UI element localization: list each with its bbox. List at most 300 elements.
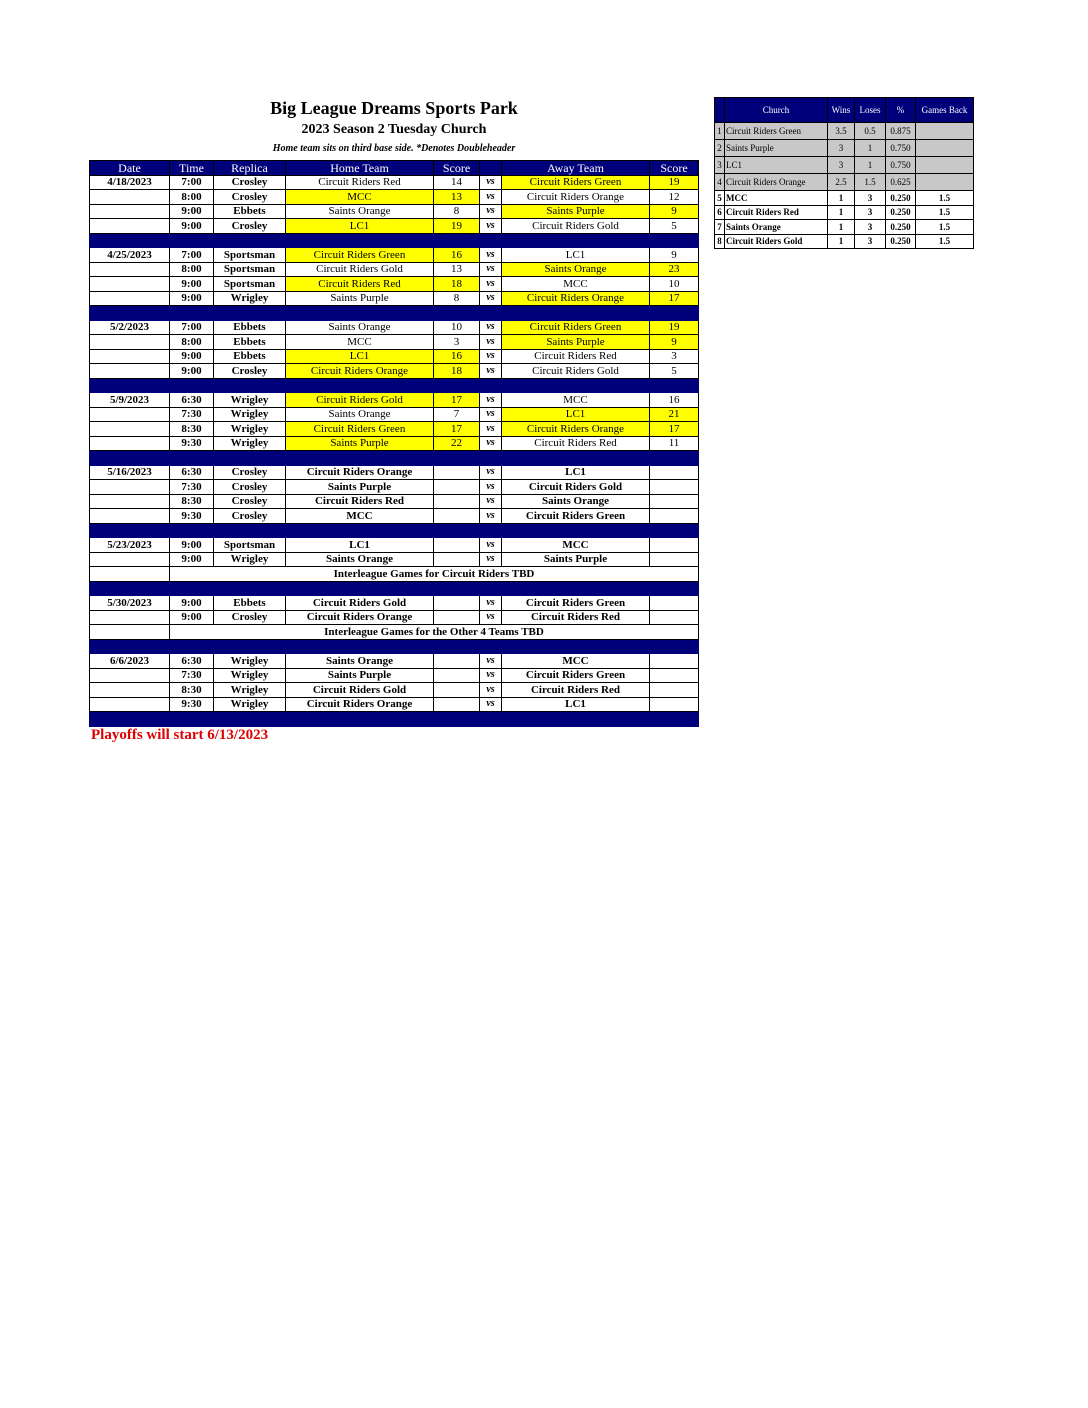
game-date: 4/18/2023 xyxy=(90,175,170,190)
game-date xyxy=(90,335,170,350)
away-score xyxy=(650,480,699,495)
away-team: Circuit Riders Orange xyxy=(502,190,650,205)
standings-team: MCC xyxy=(725,191,828,206)
separator-cell xyxy=(502,378,650,393)
game-row xyxy=(90,494,699,509)
standings-header-church: Church xyxy=(725,98,828,123)
standings-team: Saints Purple xyxy=(725,140,828,157)
week-separator xyxy=(90,581,699,596)
standings-row xyxy=(715,140,974,157)
standings-rank: 8 xyxy=(715,234,725,249)
week-separator xyxy=(90,712,699,727)
game-time: 9:00 xyxy=(170,538,214,553)
col-header-replica: Replica xyxy=(214,161,286,176)
home-score xyxy=(434,596,480,611)
separator-cell xyxy=(480,712,502,727)
home-score: 7 xyxy=(434,407,480,422)
home-team: Saints Purple xyxy=(286,436,434,451)
separator-cell xyxy=(90,233,170,248)
game-replica: Sportsman xyxy=(214,277,286,292)
date-cell xyxy=(90,625,170,640)
away-team: Saints Purple xyxy=(502,204,650,219)
vs-label: vs xyxy=(480,291,502,306)
home-score: 22 xyxy=(434,436,480,451)
away-team: Circuit Riders Green xyxy=(502,175,650,190)
game-time: 8:00 xyxy=(170,335,214,350)
game-replica: Ebbets xyxy=(214,349,286,364)
away-team: Circuit Riders Green xyxy=(502,668,650,683)
standings-pct: 0.875 xyxy=(886,123,916,140)
home-team: Circuit Riders Red xyxy=(286,175,434,190)
playoffs-notice: Playoffs will start 6/13/2023 xyxy=(91,727,269,743)
away-score: 5 xyxy=(650,219,699,234)
schedule-note: Home team sits on third base side. *Denotes Doubleheader xyxy=(272,143,516,154)
away-score xyxy=(650,494,699,509)
separator-cell xyxy=(90,451,170,466)
away-team: Circuit Riders Green xyxy=(502,320,650,335)
standings-team: Circuit Riders Green xyxy=(725,123,828,140)
home-score xyxy=(434,552,480,567)
separator-cell xyxy=(434,639,480,654)
separator-cell xyxy=(170,639,214,654)
home-score: 16 xyxy=(434,349,480,364)
game-row xyxy=(90,610,699,625)
home-team: MCC xyxy=(286,190,434,205)
game-row xyxy=(90,552,699,567)
standings-pct: 0.250 xyxy=(886,191,916,206)
game-time: 7:00 xyxy=(170,320,214,335)
game-replica: Crosley xyxy=(214,364,286,379)
home-score xyxy=(434,683,480,698)
game-replica: Wrigley xyxy=(214,436,286,451)
game-row xyxy=(90,697,699,712)
separator-cell xyxy=(650,233,699,248)
game-replica: Wrigley xyxy=(214,668,286,683)
standings-team: Circuit Riders Gold xyxy=(725,234,828,249)
away-team: Circuit Riders Gold xyxy=(502,480,650,495)
page-subtitle: 2023 Season 2 Tuesday Church xyxy=(301,122,487,137)
separator-cell xyxy=(170,712,214,727)
separator-cell xyxy=(480,378,502,393)
away-team: Circuit Riders Gold xyxy=(502,364,650,379)
away-team: MCC xyxy=(502,538,650,553)
away-score: 12 xyxy=(650,190,699,205)
game-date xyxy=(90,349,170,364)
home-score: 13 xyxy=(434,190,480,205)
game-time: 9:00 xyxy=(170,204,214,219)
separator-cell xyxy=(214,639,286,654)
game-date xyxy=(90,494,170,509)
game-row xyxy=(90,436,699,451)
away-team: Circuit Riders Gold xyxy=(502,219,650,234)
separator-cell xyxy=(170,378,214,393)
vs-label: vs xyxy=(480,262,502,277)
game-time: 7:30 xyxy=(170,480,214,495)
home-team: Circuit Riders Red xyxy=(286,494,434,509)
vs-label: vs xyxy=(480,320,502,335)
standings-games-back xyxy=(916,123,974,140)
standings-wins: 2.5 xyxy=(828,174,855,191)
separator-cell xyxy=(502,581,650,596)
standings-team: Saints Orange xyxy=(725,220,828,235)
home-team: Circuit Riders Orange xyxy=(286,364,434,379)
away-team: Circuit Riders Orange xyxy=(502,422,650,437)
separator-cell xyxy=(214,306,286,321)
standings-pct: 0.250 xyxy=(886,205,916,220)
home-team: Saints Purple xyxy=(286,668,434,683)
standings-games-back: 1.5 xyxy=(916,220,974,235)
vs-label: vs xyxy=(480,422,502,437)
away-team: MCC xyxy=(502,277,650,292)
home-score: 8 xyxy=(434,204,480,219)
away-score: 9 xyxy=(650,204,699,219)
game-replica: Wrigley xyxy=(214,552,286,567)
home-score xyxy=(434,668,480,683)
game-date: 4/25/2023 xyxy=(90,248,170,263)
separator-cell xyxy=(480,306,502,321)
game-date xyxy=(90,480,170,495)
separator-cell xyxy=(480,523,502,538)
home-team: Circuit Riders Gold xyxy=(286,683,434,698)
home-team: Saints Orange xyxy=(286,407,434,422)
game-replica: Ebbets xyxy=(214,596,286,611)
col-header-away-score: Score xyxy=(650,161,699,176)
standings-loses: 3 xyxy=(855,234,886,249)
home-team: Saints Orange xyxy=(286,654,434,669)
game-time: 7:30 xyxy=(170,668,214,683)
home-team: Circuit Riders Green xyxy=(286,422,434,437)
game-row xyxy=(90,175,699,190)
away-team: LC1 xyxy=(502,407,650,422)
home-team: Circuit Riders Green xyxy=(286,248,434,263)
standings-header-pct: % xyxy=(886,98,916,123)
vs-label: vs xyxy=(480,190,502,205)
game-replica: Crosley xyxy=(214,219,286,234)
standings-loses: 3 xyxy=(855,205,886,220)
separator-cell xyxy=(434,451,480,466)
standings-pct: 0.625 xyxy=(886,174,916,191)
game-row xyxy=(90,407,699,422)
date-cell xyxy=(90,567,170,582)
vs-label: vs xyxy=(480,538,502,553)
game-date: 5/16/2023 xyxy=(90,465,170,480)
game-replica: Crosley xyxy=(214,494,286,509)
standings-pct: 0.250 xyxy=(886,234,916,249)
standings-rank: 5 xyxy=(715,191,725,206)
away-score xyxy=(650,552,699,567)
game-time: 8:00 xyxy=(170,190,214,205)
vs-label: vs xyxy=(480,552,502,567)
standings-wins: 1 xyxy=(828,205,855,220)
away-score: 3 xyxy=(650,349,699,364)
home-score xyxy=(434,697,480,712)
separator-cell xyxy=(650,523,699,538)
vs-label: vs xyxy=(480,219,502,234)
separator-cell xyxy=(480,451,502,466)
standings-games-back: 1.5 xyxy=(916,191,974,206)
standings-loses: 3 xyxy=(855,191,886,206)
standings-header-games-back: Games Back xyxy=(916,98,974,123)
game-date xyxy=(90,668,170,683)
separator-cell xyxy=(286,233,434,248)
game-replica: Wrigley xyxy=(214,422,286,437)
standings-games-back xyxy=(916,174,974,191)
home-team: Circuit Riders Orange xyxy=(286,610,434,625)
away-team: Circuit Riders Red xyxy=(502,349,650,364)
home-score xyxy=(434,654,480,669)
separator-cell xyxy=(170,523,214,538)
game-date xyxy=(90,436,170,451)
home-score: 3 xyxy=(434,335,480,350)
standings-table xyxy=(714,97,974,249)
standings-row xyxy=(715,234,974,249)
vs-label: vs xyxy=(480,668,502,683)
game-row xyxy=(90,248,699,263)
away-score: 21 xyxy=(650,407,699,422)
interleague-note: Interleague Games for the Other 4 Teams TBD xyxy=(170,625,699,640)
game-time: 6:30 xyxy=(170,393,214,408)
separator-cell xyxy=(650,451,699,466)
home-score: 8 xyxy=(434,291,480,306)
game-time: 9:30 xyxy=(170,436,214,451)
separator-cell xyxy=(170,233,214,248)
game-row xyxy=(90,393,699,408)
home-score xyxy=(434,480,480,495)
game-replica: Sportsman xyxy=(214,538,286,553)
standings-loses: 1 xyxy=(855,157,886,174)
game-replica: Crosley xyxy=(214,480,286,495)
game-date xyxy=(90,610,170,625)
game-row xyxy=(90,291,699,306)
standings-wins: 1 xyxy=(828,191,855,206)
game-replica: Crosley xyxy=(214,190,286,205)
game-row xyxy=(90,509,699,524)
week-separator xyxy=(90,233,699,248)
separator-cell xyxy=(170,451,214,466)
away-score xyxy=(650,668,699,683)
home-score xyxy=(434,465,480,480)
separator-cell xyxy=(90,306,170,321)
separator-cell xyxy=(90,712,170,727)
game-row xyxy=(90,219,699,234)
home-score xyxy=(434,509,480,524)
separator-cell xyxy=(214,581,286,596)
standings-rank: 1 xyxy=(715,123,725,140)
separator-cell xyxy=(502,523,650,538)
home-score xyxy=(434,538,480,553)
away-team: LC1 xyxy=(502,248,650,263)
separator-cell xyxy=(286,523,434,538)
vs-label: vs xyxy=(480,610,502,625)
game-time: 7:00 xyxy=(170,175,214,190)
away-team: Saints Purple xyxy=(502,552,650,567)
away-score: 16 xyxy=(650,393,699,408)
away-team: MCC xyxy=(502,393,650,408)
away-team: Circuit Riders Red xyxy=(502,610,650,625)
separator-cell xyxy=(90,581,170,596)
game-replica: Wrigley xyxy=(214,291,286,306)
vs-label: vs xyxy=(480,509,502,524)
game-time: 7:00 xyxy=(170,248,214,263)
away-team: Circuit Riders Red xyxy=(502,436,650,451)
separator-cell xyxy=(214,451,286,466)
game-date xyxy=(90,509,170,524)
game-row xyxy=(90,349,699,364)
home-team: Circuit Riders Orange xyxy=(286,465,434,480)
home-score: 10 xyxy=(434,320,480,335)
away-score: 17 xyxy=(650,291,699,306)
away-score: 17 xyxy=(650,422,699,437)
separator-cell xyxy=(650,581,699,596)
home-score: 18 xyxy=(434,364,480,379)
separator-cell xyxy=(214,378,286,393)
game-row xyxy=(90,204,699,219)
home-team: Circuit Riders Orange xyxy=(286,697,434,712)
home-team: MCC xyxy=(286,335,434,350)
game-replica: Ebbets xyxy=(214,320,286,335)
separator-cell xyxy=(480,639,502,654)
game-time: 9:00 xyxy=(170,552,214,567)
game-date xyxy=(90,190,170,205)
vs-label: vs xyxy=(480,465,502,480)
game-replica: Crosley xyxy=(214,175,286,190)
game-replica: Ebbets xyxy=(214,204,286,219)
away-score xyxy=(650,697,699,712)
home-team: Saints Purple xyxy=(286,480,434,495)
game-date: 5/30/2023 xyxy=(90,596,170,611)
game-replica: Wrigley xyxy=(214,683,286,698)
standings-pct: 0.750 xyxy=(886,140,916,157)
away-score: 23 xyxy=(650,262,699,277)
game-time: 9:00 xyxy=(170,349,214,364)
away-team: Saints Orange xyxy=(502,494,650,509)
away-team: LC1 xyxy=(502,465,650,480)
standings-row xyxy=(715,123,974,140)
away-score xyxy=(650,596,699,611)
schedule-header-row xyxy=(90,161,699,176)
col-header-vs xyxy=(480,161,502,176)
standings-rank: 6 xyxy=(715,205,725,220)
away-team: Circuit Riders Red xyxy=(502,683,650,698)
standings-rank: 2 xyxy=(715,140,725,157)
standings-header-row xyxy=(715,98,974,123)
separator-cell xyxy=(286,639,434,654)
game-replica: Wrigley xyxy=(214,393,286,408)
home-team: Saints Orange xyxy=(286,204,434,219)
game-date xyxy=(90,407,170,422)
game-replica: Sportsman xyxy=(214,262,286,277)
col-header-away-team: Away Team xyxy=(502,161,650,176)
standings-games-back xyxy=(916,140,974,157)
week-separator xyxy=(90,378,699,393)
game-date xyxy=(90,683,170,698)
standings-row xyxy=(715,191,974,206)
vs-label: vs xyxy=(480,175,502,190)
separator-cell xyxy=(286,378,434,393)
game-date xyxy=(90,697,170,712)
home-team: MCC xyxy=(286,509,434,524)
col-header-time: Time xyxy=(170,161,214,176)
game-time: 8:30 xyxy=(170,422,214,437)
away-team: Saints Orange xyxy=(502,262,650,277)
standings-rank: 4 xyxy=(715,174,725,191)
week-separator xyxy=(90,451,699,466)
away-team: Circuit Riders Orange xyxy=(502,291,650,306)
home-team: Circuit Riders Red xyxy=(286,277,434,292)
game-replica: Sportsman xyxy=(214,248,286,263)
game-date xyxy=(90,291,170,306)
week-separator xyxy=(90,639,699,654)
away-score: 19 xyxy=(650,175,699,190)
away-team: Circuit Riders Green xyxy=(502,509,650,524)
standings-header-rank xyxy=(715,98,725,123)
separator-cell xyxy=(90,639,170,654)
col-header-home-team: Home Team xyxy=(286,161,434,176)
separator-cell xyxy=(286,451,434,466)
home-score: 18 xyxy=(434,277,480,292)
game-row xyxy=(90,480,699,495)
game-time: 9:00 xyxy=(170,610,214,625)
home-team: LC1 xyxy=(286,538,434,553)
vs-label: vs xyxy=(480,277,502,292)
game-row xyxy=(90,262,699,277)
away-score: 9 xyxy=(650,248,699,263)
separator-cell xyxy=(502,233,650,248)
vs-label: vs xyxy=(480,407,502,422)
game-time: 8:00 xyxy=(170,262,214,277)
vs-label: vs xyxy=(480,204,502,219)
game-date xyxy=(90,204,170,219)
game-replica: Ebbets xyxy=(214,335,286,350)
game-date: 6/6/2023 xyxy=(90,654,170,669)
away-score: 11 xyxy=(650,436,699,451)
away-score xyxy=(650,683,699,698)
home-team: Saints Orange xyxy=(286,320,434,335)
separator-cell xyxy=(170,581,214,596)
standings-header-loses: Loses xyxy=(855,98,886,123)
standings-games-back: 1.5 xyxy=(916,234,974,249)
schedule-table xyxy=(89,160,699,727)
separator-cell xyxy=(480,581,502,596)
interleague-note: Interleague Games for Circuit Riders TBD xyxy=(170,567,699,582)
vs-label: vs xyxy=(480,349,502,364)
game-time: 9:00 xyxy=(170,364,214,379)
separator-cell xyxy=(286,712,434,727)
separator-cell xyxy=(434,523,480,538)
standings-header-wins: Wins xyxy=(828,98,855,123)
col-header-home-score: Score xyxy=(434,161,480,176)
away-score xyxy=(650,610,699,625)
game-row xyxy=(90,683,699,698)
game-date xyxy=(90,277,170,292)
game-row xyxy=(90,654,699,669)
week-separator xyxy=(90,306,699,321)
separator-cell xyxy=(90,523,170,538)
game-row xyxy=(90,538,699,553)
separator-cell xyxy=(502,712,650,727)
game-date: 5/9/2023 xyxy=(90,393,170,408)
vs-label: vs xyxy=(480,596,502,611)
page-title: Big League Dreams Sports Park xyxy=(270,98,518,118)
standings-row xyxy=(715,220,974,235)
game-date xyxy=(90,262,170,277)
game-date xyxy=(90,364,170,379)
away-team: MCC xyxy=(502,654,650,669)
away-team: Circuit Riders Green xyxy=(502,596,650,611)
game-row xyxy=(90,465,699,480)
away-score xyxy=(650,509,699,524)
game-row xyxy=(90,320,699,335)
